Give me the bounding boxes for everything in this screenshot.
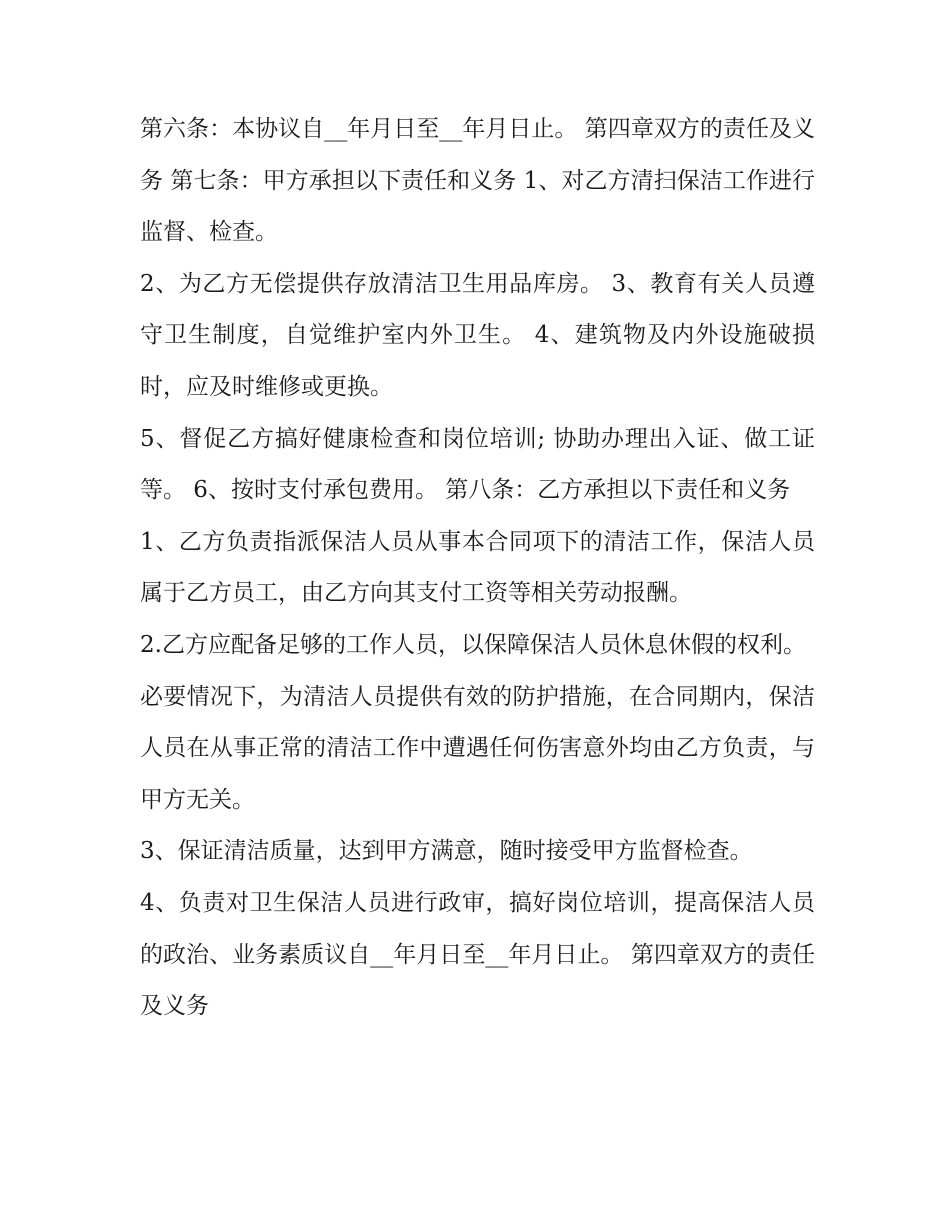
paragraph-party-a-duties-5-6: 5、督促乙方搞好健康检查和岗位培训; 协助办理出入证、做工证等。 6、按时支付承包费用。 第八条：乙方承担以下责任和义务 bbox=[140, 425, 815, 504]
paragraph-protective-measures: 必要情况下，为清洁人员提供有效的防护措施，在合同期内，保洁人员在从事正常的清洁工作中遭遇任何伤害意外均由乙方负责，与甲方无关。 bbox=[140, 683, 815, 813]
paragraph-party-b-duty-4: 4、负责对卫生保洁人员进行政审，搞好岗位培训，提高保洁人员的政治、业务素质议自__年月日至__年月日止。 第四章双方的责任及义务 bbox=[140, 889, 815, 1020]
paragraph-article-6-7: 第六条：本协议自__年月日至__年月日止。 第四章双方的责任及义务 第七条：甲方承担以下责任和义务 1、对乙方清扫保洁工作进行监督、检查。 bbox=[140, 116, 815, 246]
paragraph-party-b-duty-1: 1、乙方负责指派保洁人员从事本合同项下的清洁工作，保洁人员属于乙方员工，由乙方向其支付工资等相关劳动报酬。 bbox=[140, 528, 815, 607]
paragraph-party-b-duty-3: 3、保证清洁质量，达到甲方满意，随时接受甲方监督检查。 bbox=[140, 838, 753, 865]
paragraph-party-b-duty-2: 2.乙方应配备足够的工作人员，以保障保洁人员休息休假的权利。 bbox=[140, 631, 806, 658]
paragraph-party-a-duties-2-4: 2、为乙方无偿提供存放清洁卫生用品库房。 3、教育有关人员遵守卫生制度，自觉维护室内外卫生。 4、建筑物及内外设施破损时，应及时维修或更换。 bbox=[140, 270, 815, 400]
document-body bbox=[140, 104, 815, 1033]
